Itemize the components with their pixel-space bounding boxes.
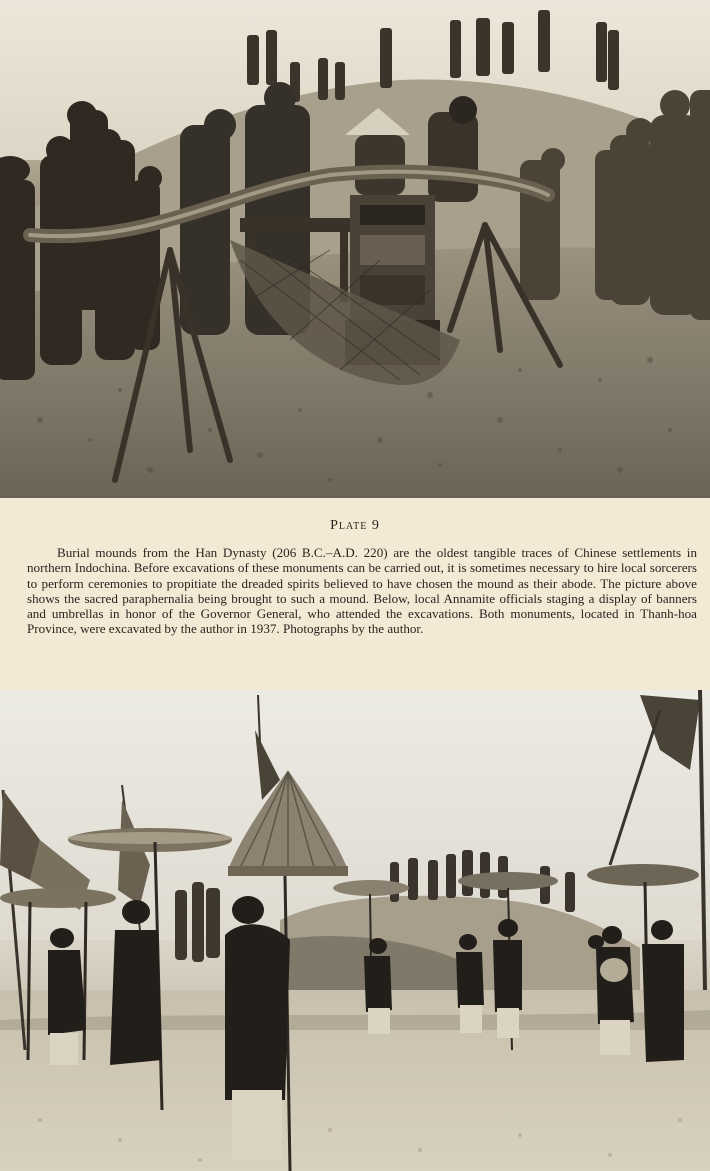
photo-bottom-illustration xyxy=(0,690,710,1171)
photo-top-illustration xyxy=(0,0,710,498)
plate-caption xyxy=(0,498,710,690)
plate-title: Plate 9 xyxy=(330,518,380,533)
caption-paragraph: Burial mounds from the Han Dynasty (206 B.C.–A.D. 220) are the oldest tangible traces of Chinese settlements in northern Indochina. Before excavations of these monuments can be carried out, it is sometimes necessary to hire local sorcerers to perform ceremonies to propitiate the dreaded spirits believed to have chosen the mound as their abode. The picture above shows the sacred paraphernalia being brought to such a mound. Below, local Annamite officials staging a display of banners and umbrellas in honor of the Governor General, who attended the excavations. Both monuments, located in Thanh-hoa Province, were excavated by the author in 1937. Photographs by the author. xyxy=(27,545,697,637)
photo-banners-umbrellas xyxy=(0,690,710,1171)
photo-sacred-paraphernalia xyxy=(0,0,710,498)
